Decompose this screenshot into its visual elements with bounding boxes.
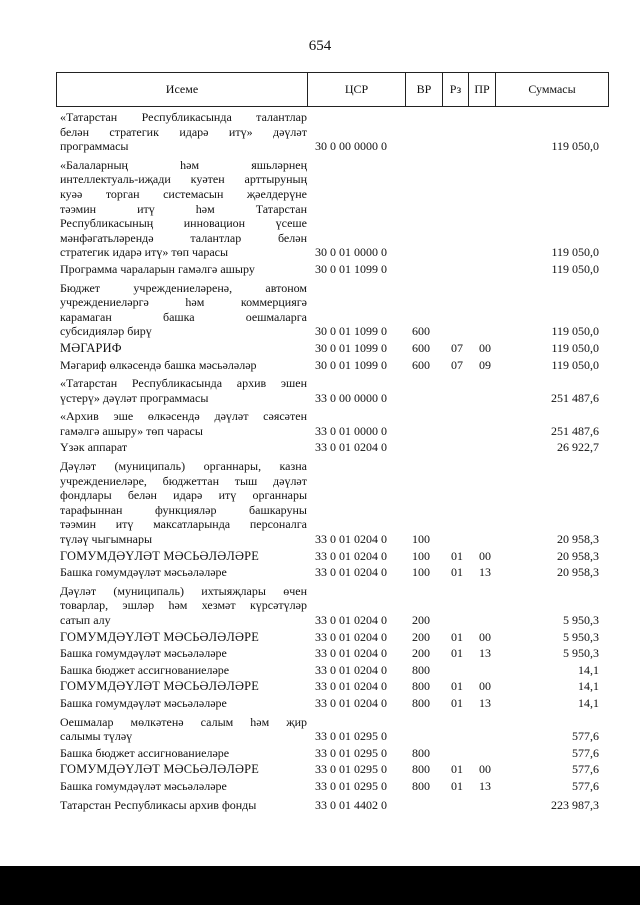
row-vr: 200 [412,613,430,627]
row-name [60,630,307,645]
row-sum: 14,1 [578,679,599,694]
row-sum: 5 950,3 [563,629,599,644]
row-name-line: үстерү» дәүләт программасы [60,390,209,405]
row-csr: 33 0 00 0000 0 [315,390,387,405]
table-row [60,746,605,761]
row-name-line: ГОМУМДӘҮЛӘТ МӘСЬӘЛӘЛӘРЕ [60,629,260,644]
row-rz: 01 [451,629,463,644]
row-name-line: Татарстан Республикасы архив фонды [60,797,257,812]
row-name-line: белән стратегик идарә итү» дәүләт [60,124,307,139]
table-row [60,341,605,356]
row-name-line: карамаган башка оешмаларга [60,309,307,324]
row-name-line: Башка гомумдәүләт мәсьәләләре [60,565,227,580]
row-name-line: «Татарстан Республикасында архив эшен [60,376,307,391]
row-name-line: Дәүләт (муниципаль) ихтыяҗлары өчен [60,583,307,598]
row-csr: 33 0 01 0204 0 [315,565,387,580]
row-sum: 251 487,6 [551,423,599,438]
row-csr: 33 0 01 0204 0 [315,646,387,661]
row-csr: 33 0 01 0204 0 [315,629,387,644]
table-row [60,696,605,711]
row-csr: 30 0 01 1099 0 [315,324,387,339]
table-row [60,376,605,405]
row-csr: 30 0 00 0000 0 [315,139,387,154]
row-name-line: товарлар, эшләр һәм хезмәт күрсәтүләр [60,598,307,613]
row-name-line: тарафыннан функцияләр башкаруны [60,502,307,517]
page-number: 654 [308,38,332,54]
row-sum: 20 958,3 [557,548,599,563]
row-name-line: Башка гомумдәүләт мәсьәләләре [60,646,227,661]
row-name [60,281,307,339]
table-row [60,110,605,154]
row-sum: 119 050,0 [551,261,599,276]
row-name-line: Башка бюджет ассигнованиеләре [60,745,230,760]
row-name-line: салымы түләү [60,729,133,744]
row-csr: 33 0 01 0204 0 [315,613,387,627]
row-sum: 251 487,6 [551,390,599,405]
row-name-line: Республикасының инновацион үсеше [60,216,307,231]
table-row [60,262,605,277]
row-csr: 30 0 01 1099 0 [315,357,387,372]
row-vr: 200 [412,646,430,661]
table-row [60,679,605,694]
row-pr: 00 [479,629,491,644]
row-csr: 33 0 01 0204 0 [315,695,387,710]
row-sum: 119 050,0 [551,340,599,355]
row-name [60,663,307,678]
row-vr: 800 [412,762,430,777]
row-rz: 01 [451,548,463,563]
row-name-line: Башка бюджет ассигнованиеләре [60,662,230,677]
row-pr: 13 [479,565,491,580]
table-row [60,663,605,678]
row-name [60,341,307,356]
budget-table-body [60,110,605,812]
row-name [60,565,307,580]
table-row [60,779,605,794]
row-csr: 30 0 01 1099 0 [315,261,387,276]
row-csr: 33 0 01 0204 0 [315,548,387,563]
header-csr: ЦСР [308,73,406,106]
row-vr: 100 [412,548,430,563]
row-pr: 00 [479,679,491,694]
header-pr: ПР [469,73,496,106]
row-name [60,779,307,794]
row-name-line: интеллектуаль-иҗади куәтен арттыруның [60,172,307,187]
row-sum: 577,6 [572,745,599,760]
row-sum: 5 950,3 [563,613,599,627]
table-row [60,158,605,260]
row-name-line: учреждениеләре, бюджеттан тыш дәүләт [60,473,307,488]
row-name [60,409,307,438]
row-name [60,646,307,661]
table-row [60,630,605,645]
row-name-line: Программа чараларын гамәлгә ашыру [60,261,255,276]
row-name-line: Бюджет учреждениеләренә, автоном [60,280,307,295]
row-rz: 01 [451,762,463,777]
table-row [60,715,605,744]
row-name-line: учреждениеләргә һәм коммерциягә [60,295,307,310]
row-vr: 800 [412,778,430,793]
header-rz: Рз [443,73,469,106]
row-sum: 119 050,0 [551,357,599,372]
header-sum: Суммасы [528,82,576,96]
row-name-line: Оешмалар мөлкәтенә салым һәм җир [60,714,307,729]
row-name-line: ГОМУМДӘҮЛӘТ МӘСЬӘЛӘЛӘРЕ [60,762,260,777]
table-row [60,565,605,580]
row-name-line: Дәүләт (муниципаль) органнары, казна [60,459,307,474]
row-name-line: МӘГАРИФ [60,340,122,355]
table-row [60,358,605,373]
row-csr: 33 0 01 0295 0 [315,745,387,760]
row-pr: 13 [479,646,491,661]
row-name [60,715,307,744]
row-name-line: «Балаларның һәм яшьләрнең [60,157,307,172]
row-pr: 09 [479,357,491,372]
row-sum: 14,1 [578,662,599,677]
row-pr: 13 [479,695,491,710]
table-row [60,440,605,455]
table-row [60,549,605,564]
header-vr: ВР [406,73,443,106]
row-rz: 01 [451,679,463,694]
row-name [60,696,307,711]
row-vr: 200 [412,629,430,644]
row-vr: 600 [412,357,430,372]
row-name [60,584,307,628]
row-sum: 119 050,0 [551,245,599,260]
row-name-line: тәэмин итү максатларында персоналга [60,517,307,532]
table-row [60,762,605,777]
row-name [60,358,307,373]
row-csr: 30 0 01 1099 0 [315,340,387,355]
row-rz: 01 [451,646,463,661]
row-csr: 33 0 01 0295 0 [315,729,387,744]
row-name [60,440,307,455]
row-csr: 33 0 01 0000 0 [315,423,387,438]
row-vr: 800 [412,662,430,677]
row-name-line: мәнфәгатьләрендә талантлар белән [60,230,307,245]
row-name [60,158,307,260]
row-vr: 100 [412,532,430,547]
row-csr: 33 0 01 0204 0 [315,440,387,455]
row-sum: 20 958,3 [557,565,599,580]
row-sum: 577,6 [572,762,599,777]
row-rz: 07 [451,357,463,372]
row-sum: 119 050,0 [551,324,599,339]
row-name [60,110,307,154]
row-csr: 33 0 01 0204 0 [315,532,387,547]
row-csr: 33 0 01 0204 0 [315,679,387,694]
row-name-line: программасы [60,139,129,154]
row-rz: 01 [451,778,463,793]
row-csr: 33 0 01 0204 0 [315,662,387,677]
table-row [60,646,605,661]
row-sum: 577,6 [572,729,599,744]
row-name [60,549,307,564]
row-rz: 07 [451,340,463,355]
table-header [56,72,609,107]
row-vr: 600 [412,324,430,339]
row-name-line: түләү чыгымнары [60,532,153,547]
row-name-line: сатып алу [60,613,111,627]
row-name-line: ГОМУМДӘҮЛӘТ МӘСЬӘЛӘЛӘРЕ [60,679,260,694]
scan-bottom-edge [0,866,640,905]
row-name [60,262,307,277]
row-name-line: фондлары белән идарә итү органнары [60,488,307,503]
row-pr: 00 [479,340,491,355]
row-name [60,376,307,405]
row-sum: 14,1 [578,695,599,710]
row-name [60,762,307,777]
row-name [60,679,307,694]
table-row [60,798,605,813]
table-row [60,409,605,438]
row-name-line: «Архив эше өлкәсендә дәүләт сәясәтен [60,409,307,424]
row-csr: 33 0 01 0295 0 [315,762,387,777]
row-pr: 13 [479,778,491,793]
row-name [60,746,307,761]
row-sum: 577,6 [572,778,599,793]
row-rz: 01 [451,565,463,580]
row-name-line: Үзәк аппарат [60,440,128,455]
row-sum: 119 050,0 [551,139,599,154]
row-vr: 800 [412,679,430,694]
row-name-line: гамәлгә ашыру» төп чарасы [60,423,203,438]
row-name [60,459,307,547]
row-csr: 30 0 01 0000 0 [315,245,387,260]
header-name: Исеме [57,73,308,106]
row-name [60,798,307,813]
row-name-line: Башка гомумдәүләт мәсьәләләре [60,695,227,710]
table-row [60,281,605,339]
row-name-line: субсидияләр бирү [60,324,152,339]
row-name-line: «Татарстан Республикасында талантлар [60,110,307,124]
row-vr: 100 [412,565,430,580]
row-sum: 20 958,3 [557,532,599,547]
row-sum: 223 987,3 [551,797,599,812]
row-name-line: ГОМУМДӘҮЛӘТ МӘСЬӘЛӘЛӘРЕ [60,548,260,563]
row-pr: 00 [479,762,491,777]
row-vr: 800 [412,695,430,710]
row-name-line: Мәгариф өлкәсендә башка мәсьәләләр [60,357,257,372]
row-rz: 01 [451,695,463,710]
row-name-line: Башка гомумдәүләт мәсьәләләре [60,778,227,793]
table-row [60,584,605,628]
row-name-line: стратегик идарә итү» төп чарасы [60,245,229,260]
row-csr: 33 0 01 4402 0 [315,797,387,812]
table-row [60,459,605,547]
row-sum: 26 922,7 [557,440,599,455]
row-csr: 33 0 01 0295 0 [315,778,387,793]
row-pr: 00 [479,548,491,563]
row-vr: 800 [412,745,430,760]
row-name-line: тәэмин итү һәм Татарстан [60,201,307,216]
row-vr: 600 [412,340,430,355]
row-name-line: куәә торган системасын җәелдерүне [60,186,307,201]
row-sum: 5 950,3 [563,646,599,661]
